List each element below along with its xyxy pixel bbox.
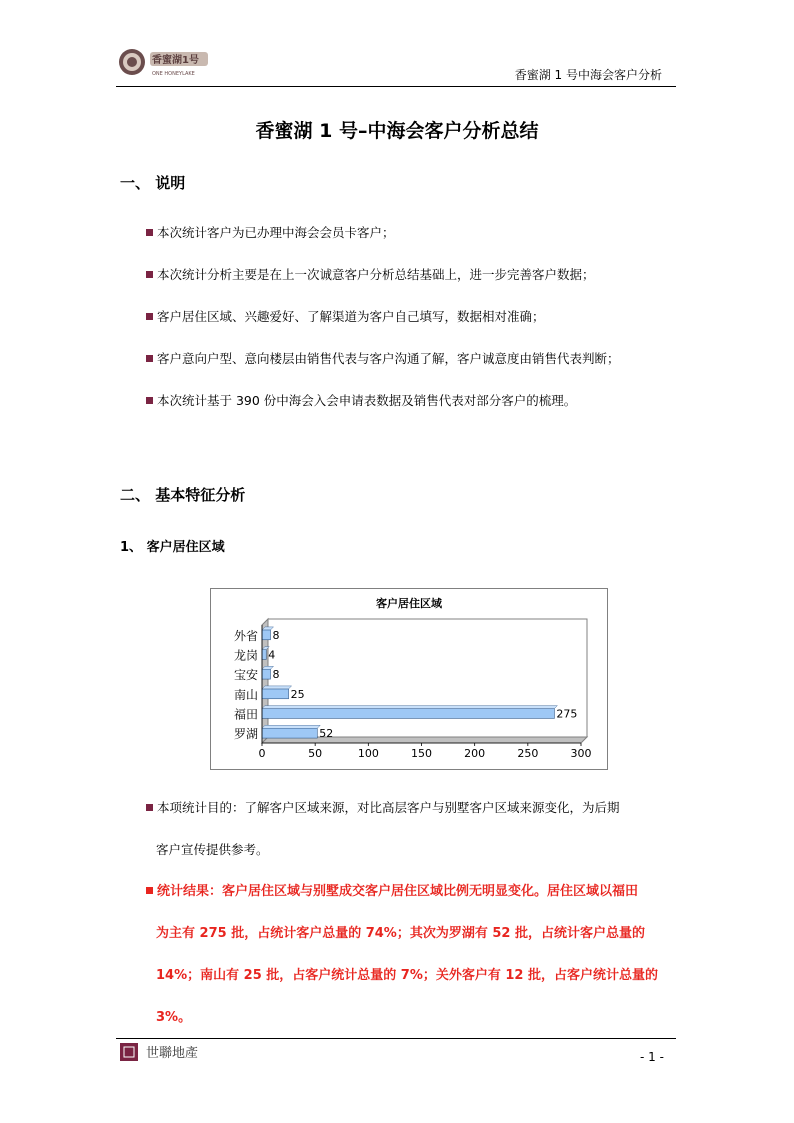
header-divider bbox=[116, 86, 676, 87]
bullet-square-icon bbox=[146, 397, 153, 404]
chart-category-label: 外省 bbox=[233, 628, 258, 643]
chart-tick-label: 50 bbox=[308, 747, 323, 760]
logo-text: 香蜜湖1号 bbox=[152, 55, 199, 66]
list-item: 本次统计分析主要是在上一次诚意客户分析总结基础上，进一步完善客户数据； bbox=[146, 266, 595, 284]
list-item: 客户意向户型、意向楼层由销售代表与客户沟通了解，客户诚意度由销售代表判断； bbox=[146, 350, 620, 368]
chart-title: 客户居住区域 bbox=[376, 597, 442, 610]
bullet-square-icon bbox=[146, 313, 153, 320]
chart-data-label: 4 bbox=[268, 648, 276, 662]
chart-tick-label: 300 bbox=[570, 747, 592, 760]
chart-tick-label: 0 bbox=[258, 747, 266, 760]
chart-tick-label: 100 bbox=[357, 747, 379, 760]
section-heading-2: 二、 基本特征分析 bbox=[120, 486, 246, 504]
bullet-square-icon bbox=[146, 271, 153, 278]
footer-divider bbox=[116, 1038, 676, 1039]
chart-tick-label: 250 bbox=[517, 747, 539, 760]
chart-bar bbox=[262, 689, 289, 699]
bullet-square-icon bbox=[146, 229, 153, 236]
result-paragraph: 统计结果：客户居住区域与别墅成交客户居住区域比例无明显变化。居住区域以福田 bbox=[146, 880, 638, 899]
bullet-square-icon bbox=[146, 887, 153, 894]
footer-logo-mark-icon bbox=[120, 1043, 138, 1061]
list-item: 本次统计客户为已办理中海会会员卡客户； bbox=[146, 224, 395, 242]
subsection-heading: 1、 客户居住区域 bbox=[120, 540, 225, 555]
chart-bar-top bbox=[262, 706, 557, 709]
chart-tick-label: 150 bbox=[411, 747, 432, 760]
header-doc-label: 香蜜湖 1 号中海会客户分析 bbox=[514, 68, 662, 82]
chart-plot-area bbox=[268, 619, 587, 737]
result-line-2: 为主有 275 批，占统计客户总量的 74%；其次为罗湖有 52 批，占统计客户总量的 bbox=[156, 926, 645, 941]
company-logo bbox=[116, 44, 212, 80]
chart-bar bbox=[262, 709, 554, 719]
chart-data-label: 8 bbox=[272, 668, 280, 682]
chart-category-label: 宝安 bbox=[233, 668, 258, 683]
chart-bar-top bbox=[262, 686, 292, 689]
residence-area-chart bbox=[210, 588, 608, 770]
chart-category-label: 龙岗 bbox=[233, 648, 258, 663]
footer-logo bbox=[118, 1042, 228, 1062]
list-item: 客户居住区域、兴趣爱好、了解渠道为客户自己填写，数据相对准确； bbox=[146, 308, 545, 326]
chart-bar bbox=[262, 728, 317, 738]
page-number: - 1 - bbox=[640, 1050, 664, 1064]
section-heading-1: 一、 说明 bbox=[120, 174, 186, 192]
chart-category-label: 罗湖 bbox=[233, 727, 258, 742]
list-item: 本次统计基于 390 份中海会入会申请表数据及销售代表对部分客户的梳理。 bbox=[146, 392, 576, 410]
bullet-square-icon bbox=[146, 804, 153, 811]
chart-data-label: 275 bbox=[556, 707, 578, 721]
result-line-3: 14%；南山有 25 批，占客户统计总量的 7%；关外客户有 12 批，占客户统计总量的 bbox=[156, 968, 658, 983]
chart-tick-label: 200 bbox=[464, 747, 486, 760]
chart-data-label: 8 bbox=[272, 628, 280, 642]
chart-bar bbox=[262, 669, 271, 679]
footer-company: 世聯地產 bbox=[146, 1046, 199, 1061]
chart-bar bbox=[262, 650, 266, 660]
purpose-paragraph-cont: 客户宣传提供参考。 bbox=[156, 842, 269, 857]
purpose-paragraph: 本项统计目的：了解客户区域来源，对比高层客户与别墅客户区域来源变化，为后期 bbox=[146, 798, 620, 816]
page-title: 香蜜湖 1 号–中海会客户分析总结 bbox=[255, 120, 539, 142]
chart-bar-top bbox=[262, 725, 320, 728]
result-line-4: 3%。 bbox=[156, 1010, 192, 1025]
chart-category-label: 南山 bbox=[233, 687, 258, 702]
bullet-square-icon bbox=[146, 355, 153, 362]
chart-data-label: 52 bbox=[319, 727, 334, 741]
chart-bar bbox=[262, 630, 271, 640]
chart-svg bbox=[211, 589, 607, 769]
chart-data-label: 25 bbox=[290, 687, 305, 701]
logo-subtext: ONE HONEYLAKE bbox=[152, 71, 195, 77]
chart-category-label: 福田 bbox=[233, 707, 258, 722]
